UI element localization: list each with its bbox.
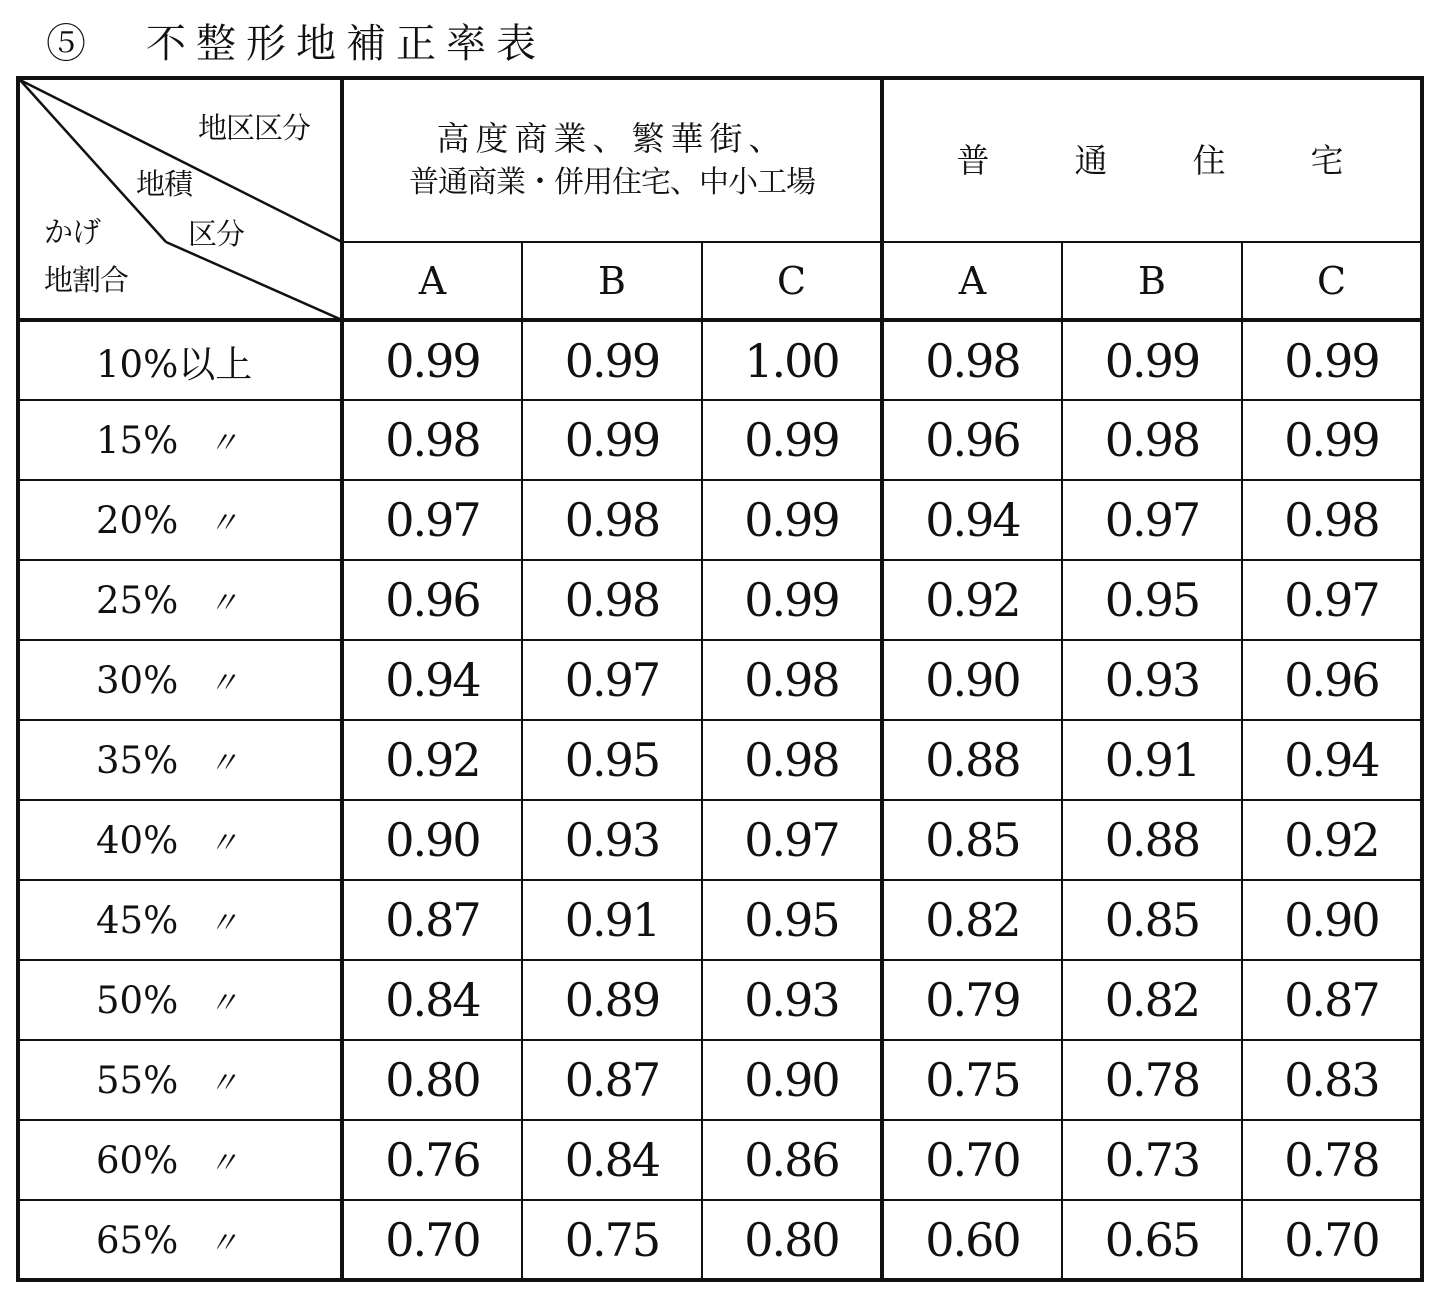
sub-column-header: B: [1062, 242, 1242, 320]
correction-rate-cell: 0.98: [522, 560, 702, 640]
sub-column-header: A: [882, 242, 1062, 320]
correction-rate-cell: 0.93: [522, 800, 702, 880]
correction-rate-cell: 0.99: [522, 320, 702, 400]
correction-rate-cell: 0.85: [882, 800, 1062, 880]
correction-rate-cell: 0.96: [882, 400, 1062, 480]
correction-rate-cell: 0.98: [1062, 400, 1242, 480]
ditto-mark: 〃: [208, 586, 239, 621]
shade-ratio-label: 35%: [96, 739, 179, 782]
correction-rate-cell: 0.97: [1062, 480, 1242, 560]
shade-ratio-label: 30%: [96, 659, 179, 702]
shade-ratio-label: 45%: [96, 899, 179, 942]
shade-ratio-label: 10%以上: [96, 342, 253, 386]
correction-rate-cell: 0.99: [342, 320, 522, 400]
correction-rate-cell: 0.98: [522, 480, 702, 560]
correction-rate-cell: 0.84: [342, 960, 522, 1040]
correction-rate-cell: 0.73: [1062, 1120, 1242, 1200]
correction-rate-cell: 0.80: [342, 1040, 522, 1120]
correction-rate-cell: 0.60: [882, 1200, 1062, 1280]
correction-rate-cell: 0.99: [1242, 320, 1422, 400]
correction-rate-cell: 0.99: [702, 560, 882, 640]
table-row: [18, 400, 1422, 480]
correction-rate-cell: 0.99: [1062, 320, 1242, 400]
correction-rate-cell: 0.82: [882, 880, 1062, 960]
correction-rate-cell: 0.75: [522, 1200, 702, 1280]
ditto-mark: 〃: [208, 426, 239, 461]
correction-rate-cell: 0.93: [702, 960, 882, 1040]
correction-rate-cell: 0.89: [522, 960, 702, 1040]
table-row: [18, 560, 1422, 640]
correction-rate-cell: 0.99: [702, 400, 882, 480]
ratio-label-line1: かげ: [44, 215, 101, 249]
row-label: [18, 1120, 342, 1200]
ratio-label-line2: 地割合: [44, 263, 129, 297]
correction-rate-cell: 0.96: [1242, 640, 1422, 720]
correction-rate-cell: 0.88: [1062, 800, 1242, 880]
correction-rate-cell: 0.87: [522, 1040, 702, 1120]
group-header-commercial-line2: 普通商業・併用住宅、中小工場: [409, 164, 815, 200]
correction-rate-cell: 0.97: [342, 480, 522, 560]
shade-ratio-label: 40%: [96, 819, 179, 862]
shade-ratio-label: 60%: [96, 1139, 179, 1182]
group-header-commercial-line1: 高度商業、繁華街、: [436, 118, 788, 158]
ditto-mark: 〃: [208, 1225, 239, 1261]
correction-rate-cell: 0.92: [1242, 800, 1422, 880]
correction-rate-cell: 0.92: [882, 560, 1062, 640]
row-label: [18, 1040, 342, 1120]
correction-rate-cell: 0.96: [342, 560, 522, 640]
correction-rate-cell: 0.90: [1242, 880, 1422, 960]
row-label: [18, 400, 342, 480]
group-header-residential-word: 通: [1074, 140, 1112, 180]
correction-rate-cell: 0.78: [1242, 1120, 1422, 1200]
shade-ratio-label: 55%: [96, 1059, 179, 1102]
shade-ratio-label: 50%: [96, 979, 179, 1022]
shade-ratio-label: 65%: [96, 1218, 179, 1262]
row-label: [18, 960, 342, 1040]
shade-ratio-label: 15%: [96, 419, 179, 462]
ditto-mark: 〃: [208, 666, 239, 701]
table-row: [18, 480, 1422, 560]
table-row: [18, 960, 1422, 1040]
row-label: [18, 720, 342, 800]
correction-rate-cell: 0.80: [702, 1200, 882, 1280]
ditto-mark: 〃: [208, 906, 239, 941]
irregular-shape-correction-table: [16, 76, 1424, 1282]
page-title: ⑤ 不整形地補正率表: [46, 21, 546, 67]
group-header-commercial: [342, 78, 882, 242]
row-label: [18, 560, 342, 640]
correction-rate-cell: 0.95: [1062, 560, 1242, 640]
correction-rate-cell: 0.98: [1242, 480, 1422, 560]
correction-rate-cell: 0.86: [702, 1120, 882, 1200]
correction-rate-cell: 0.82: [1062, 960, 1242, 1040]
correction-rate-cell: 0.87: [1242, 960, 1422, 1040]
table-row: [18, 1120, 1422, 1200]
sub-column-header: C: [1242, 242, 1422, 320]
group-header-residential-word: 住: [1192, 140, 1230, 180]
correction-rate-cell: 0.95: [522, 720, 702, 800]
correction-rate-cell: 0.70: [342, 1200, 522, 1280]
correction-rate-cell: 0.98: [702, 640, 882, 720]
row-label: [18, 800, 342, 880]
correction-rate-cell: 0.98: [342, 400, 522, 480]
correction-rate-cell: 0.70: [1242, 1200, 1422, 1280]
sub-column-header: B: [522, 242, 702, 320]
correction-rate-cell: 0.90: [342, 800, 522, 880]
group-header-residential: [882, 78, 1422, 242]
ditto-mark: 〃: [208, 746, 239, 781]
ditto-mark: 〃: [208, 826, 239, 861]
correction-rate-cell: 0.93: [1062, 640, 1242, 720]
correction-rate-cell: 0.85: [1062, 880, 1242, 960]
table-row: [18, 720, 1422, 800]
correction-rate-cell: 0.97: [702, 800, 882, 880]
table-row: [18, 880, 1422, 960]
correction-rate-cell: 0.92: [342, 720, 522, 800]
sub-column-header: C: [702, 242, 882, 320]
ditto-mark: 〃: [208, 506, 239, 541]
correction-rate-cell: 0.94: [1242, 720, 1422, 800]
row-label: [18, 480, 342, 560]
correction-rate-cell: 0.79: [882, 960, 1062, 1040]
table-row: [18, 1200, 1422, 1280]
shade-ratio-label: 25%: [96, 579, 179, 622]
correction-rate-cell: 1.00: [702, 320, 882, 400]
correction-rate-cell: 0.78: [1062, 1040, 1242, 1120]
correction-rate-cell: 0.91: [1062, 720, 1242, 800]
table-row: [18, 1040, 1422, 1120]
correction-rate-cell: 0.87: [342, 880, 522, 960]
correction-rate-cell: 0.94: [882, 480, 1062, 560]
correction-rate-cell: 0.98: [882, 320, 1062, 400]
table-row: [18, 800, 1422, 880]
group-header-residential-word: 普: [956, 140, 994, 180]
correction-rate-cell: 0.70: [882, 1120, 1062, 1200]
correction-rate-cell: 0.99: [702, 480, 882, 560]
area-label-line2: 区分: [188, 217, 245, 251]
correction-rate-cell: 0.76: [342, 1120, 522, 1200]
table-row: [18, 320, 1422, 400]
correction-rate-cell: 0.90: [702, 1040, 882, 1120]
row-label: [18, 640, 342, 720]
ditto-mark: 〃: [208, 1146, 239, 1181]
correction-rate-cell: 0.90: [882, 640, 1062, 720]
ditto-mark: 〃: [208, 1066, 239, 1101]
table-row: [18, 640, 1422, 720]
correction-rate-cell: 0.94: [342, 640, 522, 720]
corner-header: [18, 78, 342, 320]
correction-rate-cell: 0.98: [702, 720, 882, 800]
correction-rate-cell: 0.84: [522, 1120, 702, 1200]
correction-rate-cell: 0.65: [1062, 1200, 1242, 1280]
row-label: [18, 320, 342, 400]
correction-rate-cell: 0.83: [1242, 1040, 1422, 1120]
group-header-residential-word: 宅: [1310, 140, 1348, 180]
ditto-mark: 〃: [208, 986, 239, 1021]
correction-rate-cell: 0.97: [1242, 560, 1422, 640]
sub-column-header: A: [342, 242, 522, 320]
correction-rate-cell: 0.99: [522, 400, 702, 480]
shade-ratio-label: 20%: [96, 499, 179, 542]
correction-rate-cell: 0.91: [522, 880, 702, 960]
correction-rate-cell: 0.95: [702, 880, 882, 960]
correction-rate-cell: 0.97: [522, 640, 702, 720]
correction-rate-cell: 0.99: [1242, 400, 1422, 480]
zone-division-label: 地区区分: [198, 111, 311, 145]
row-label: [18, 1200, 342, 1280]
correction-rate-cell: 0.75: [882, 1040, 1062, 1120]
correction-rate-cell: 0.88: [882, 720, 1062, 800]
row-label: [18, 880, 342, 960]
area-label-line1: 地積: [136, 167, 193, 201]
